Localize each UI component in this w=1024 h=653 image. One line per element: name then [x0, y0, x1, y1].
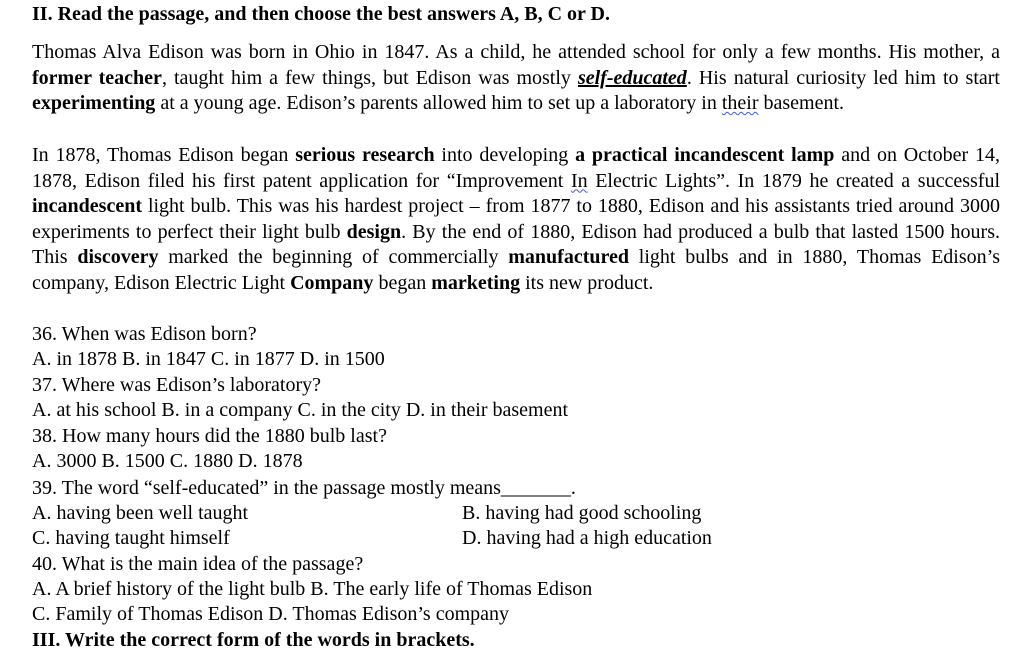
passage-text: into developing	[434, 144, 576, 166]
passage-text: light bulbs and in 1880, Thomas Edison’s company, Edison Electric Light	[32, 246, 1000, 294]
question-38-stem: 38. How many hours did the 1880 bulb last?	[32, 425, 387, 447]
passage-text: light bulb. This was his hardest project – from 1877 to 1880, Edison and his assistants tried around 3000 experiments to perfect their light bulb	[32, 195, 1000, 243]
question-39-option-a: A. having been well taught	[32, 502, 249, 524]
question-37-options: A. at his school B. in a company C. in the city D. in their basement	[32, 399, 569, 421]
bold-term-discovery: discovery	[77, 246, 159, 268]
bold-term-former-teacher: former teacher	[32, 66, 162, 89]
passage-text: Thomas Alva Edison was born in Ohio in 1847. As a child, he attended school for only a few months. His mother, a	[32, 41, 1000, 63]
question-36-options: A. in 1878 B. in 1847 C. in 1877 D. in 1500	[32, 348, 385, 370]
passage-text: at a young age. Edison’s parents allowed him to set up a laboratory in	[155, 92, 722, 114]
question-39-option-c: C. having taught himself	[32, 527, 230, 549]
question-40-options-cd: C. Family of Thomas Edison D. Thomas Edison’s company	[32, 603, 510, 625]
question-36-stem: 36. When was Edison born?	[32, 323, 257, 345]
passage-text: Electric Lights”. In 1879 he created a successful	[587, 169, 1000, 192]
passage-paragraph-2	[32, 143, 1000, 296]
passage-text: In 1878, Thomas Edison began	[32, 144, 296, 166]
passage-text: its new product.	[520, 271, 654, 294]
bold-term-serious-research: serious research	[295, 144, 435, 166]
question-39-option-d: D. having had a high education	[462, 527, 712, 549]
section-heading: II. Read the passage, and then choose the best answers A, B, C or D.	[32, 3, 610, 25]
bold-term-incandescent: incandescent	[32, 195, 142, 217]
next-section-heading-cut: III. Write the correct form of the words in brackets.	[32, 629, 475, 651]
question-40-stem: 40. What is the main idea of the passage?	[32, 553, 364, 575]
question-40-options-ab: A. A brief history of the light bulb B. The early life of Thomas Edison	[32, 578, 593, 600]
passage-text: and on October 14, 1878, Edison filed his first patent application for “Improvement	[32, 144, 1001, 192]
bold-term-experimenting: experimenting	[32, 92, 156, 114]
bold-term-marketing: marketing	[431, 271, 521, 294]
bold-term-incandescent-lamp: a practical incandescent lamp	[575, 144, 835, 166]
passage-text: marked the beginning of commercially	[158, 246, 509, 268]
passage-paragraph-1	[32, 40, 1000, 117]
question-37-stem: 37. Where was Edison’s laboratory?	[32, 374, 321, 396]
question-39-stem: 39. The word “self-educated” in the passage mostly means_______.	[32, 477, 576, 499]
passage-text: . By the end of 1880, Edison had produced a bulb that lasted 1500 hours. This	[32, 220, 1000, 268]
spellcheck-underline-in: In	[570, 169, 588, 192]
question-38-options: A. 3000 B. 1500 C. 1880 D. 1878	[32, 450, 303, 472]
passage-text: began	[373, 271, 432, 294]
bold-term-company: Company	[290, 271, 374, 294]
passage-text: . His natural curiosity led him to start	[686, 66, 1000, 89]
passage-text: basement.	[758, 92, 845, 114]
keyword-self-educated: self-educated	[577, 66, 687, 89]
bold-term-design: design	[346, 220, 402, 243]
spellcheck-underline-their: their	[721, 92, 759, 114]
passage-text: , taught him a few things, but Edison was mostly	[161, 66, 578, 89]
bold-term-manufactured: manufactured	[508, 246, 629, 268]
question-39-option-b: B. having had good schooling	[462, 502, 702, 524]
